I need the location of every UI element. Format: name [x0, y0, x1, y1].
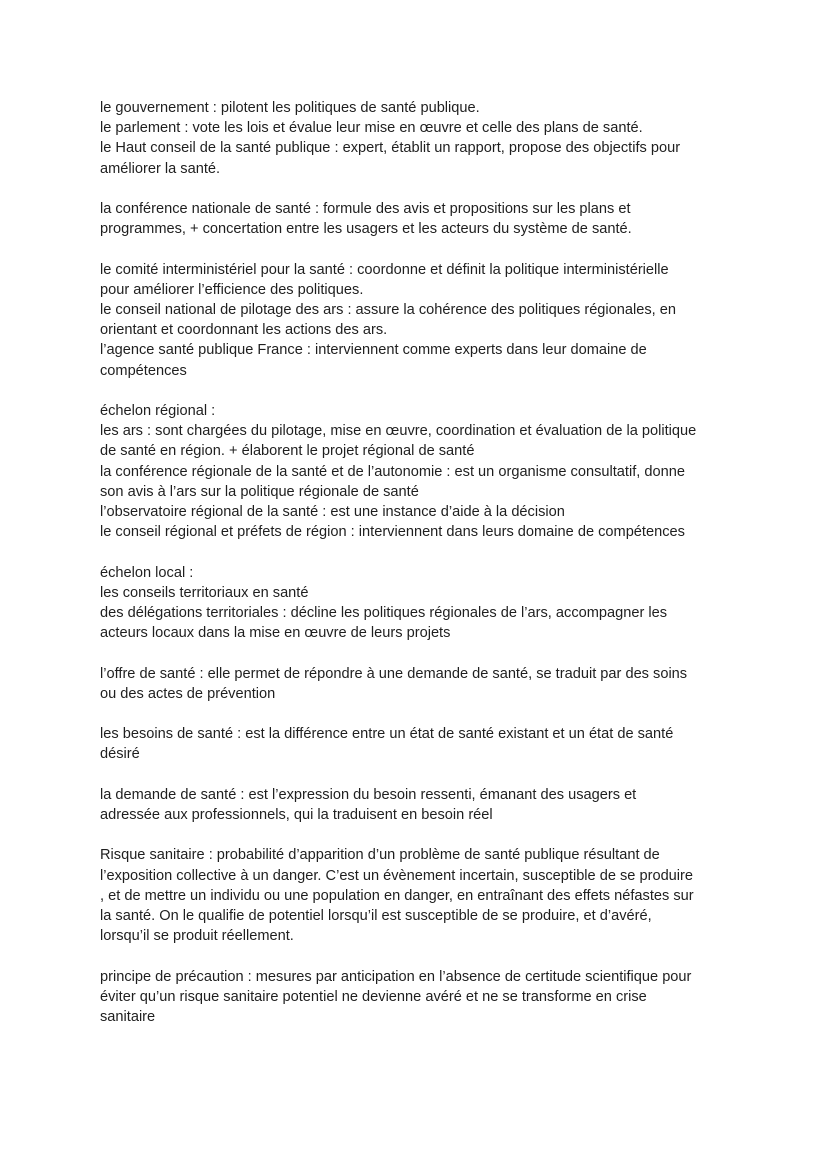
text-line: l’exposition collective à un danger. C’est un évènement incertain, susceptible de se produire [100, 867, 694, 884]
text-line: le conseil national de pilotage des ars : assure la cohérence des politiques régionales, en [100, 302, 677, 318]
text-line: la conférence régionale de la santé et de l’autonomie : est un organisme consultatif, donne [100, 463, 685, 480]
paragraph [100, 260, 740, 381]
text-line: compétences [100, 362, 187, 379]
text-line: les ars : sont chargées du pilotage, mise en œuvre, coordination et évaluation de la politique [100, 423, 697, 440]
text-line: éviter qu’un risque sanitaire potentiel ne devienne avéré et ne se transforme en crise [100, 988, 647, 1005]
paragraph [100, 664, 740, 704]
text-line: le conseil régional et préfets de région : interviennent dans leurs domaine de compétences [100, 524, 685, 541]
text-line: adressée aux professionnels, qui la traduisent en besoin réel [100, 807, 493, 823]
text-line: échelon local : [100, 564, 194, 581]
text-line: désiré [100, 746, 140, 763]
text-line: Risque sanitaire : probabilité d’apparition d’un problème de santé publique résultant de [100, 847, 660, 864]
text-line: la santé. On le qualifie de potentiel lorsqu’il est susceptible de se produire, et d’avéré, [100, 908, 652, 924]
text-line: le comité interministériel pour la santé : coordonne et définit la politique interministérielle [100, 261, 669, 278]
paragraph [100, 724, 740, 764]
text-line: orientant et coordonnant les actions des ars. [100, 322, 388, 339]
text-line: de santé en région. + élaborent le projet régional de santé [100, 443, 475, 460]
text-line: pour améliorer l’efficience des politiques. [100, 281, 364, 298]
text-line: sanitaire [100, 1009, 156, 1025]
text-line: les conseils territoriaux en santé [100, 584, 309, 601]
paragraph [100, 401, 740, 542]
text-line: des délégations territoriales : décline les politiques régionales de l’ars, accompagner les [100, 605, 668, 622]
paragraph [100, 967, 740, 1028]
text-line: acteurs locaux dans la mise en œuvre de leurs projets [100, 625, 451, 642]
text-line: échelon régional : [100, 403, 216, 419]
text-line: le parlement : vote les lois et évalue leur mise en œuvre et celle des plans de santé. [100, 120, 643, 137]
text-line: l’observatoire régional de la santé : est une instance d’aide à la décision [100, 504, 565, 521]
paragraph [100, 98, 740, 179]
text-line: son avis à l’ars sur la politique régionale de santé [100, 483, 419, 500]
text-line: l’offre de santé : elle permet de répondre à une demande de santé, se traduit par des soins [100, 665, 688, 682]
text-line: la conférence nationale de santé : formule des avis et propositions sur les plans et [100, 201, 631, 217]
paragraph [100, 563, 740, 644]
text-line: le Haut conseil de la santé publique : expert, établit un rapport, propose des objectifs pour [100, 140, 681, 157]
text-line: lorsqu’il se produit réellement. [100, 928, 294, 945]
paragraph [100, 785, 740, 825]
text-line: principe de précaution : mesures par anticipation en l’absence de certitude scientifique pour [100, 968, 692, 985]
paragraph [100, 845, 740, 946]
text-line: les besoins de santé : est la différence entre un état de santé existant et un état de santé [100, 726, 674, 743]
text-line: le gouvernement : pilotent les politiques de santé publique. [100, 100, 480, 116]
text-line: améliorer la santé. [100, 160, 221, 177]
text-line: ou des actes de prévention [100, 685, 276, 702]
text-line: , et de mettre un individu ou une population en danger, en entraînant des effets néfastes sur [100, 887, 694, 904]
text-line: la demande de santé : est l’expression du besoin ressenti, émanant des usagers et [100, 786, 637, 803]
text-line: programmes, + concertation entre les usagers et les acteurs du système de santé. [100, 221, 632, 238]
text-line: l’agence santé publique France : interviennent comme experts dans leur domaine de [100, 342, 647, 359]
document-body [100, 98, 740, 1047]
paragraph [100, 199, 740, 239]
